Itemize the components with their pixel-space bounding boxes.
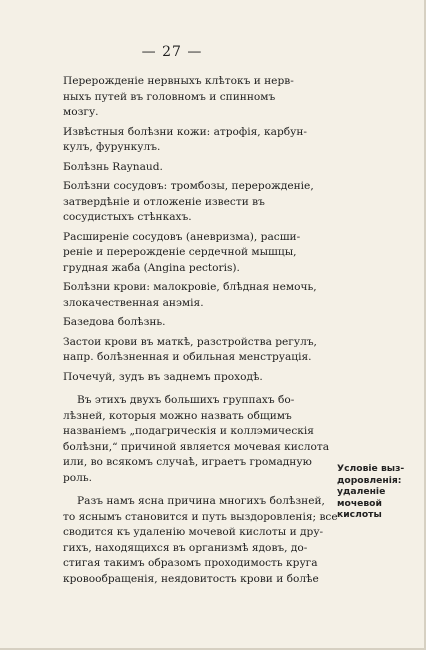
text-line: болѣзни,“ причиной является мочевая кислота	[63, 440, 330, 453]
page-number: — 27 —	[141, 44, 203, 60]
margin-note-line: кислоты	[337, 509, 382, 520]
margin-note-line: удаленіе	[337, 486, 386, 497]
text-line: Разъ намъ ясна причина многихъ болѣзней,	[77, 495, 325, 507]
list-item	[63, 335, 333, 366]
text-line: гихъ, находящихся въ организмѣ ядовъ, до-	[63, 541, 308, 554]
text-line: лѣзней, которыя можно назвать общимъ	[63, 409, 292, 422]
list-item	[63, 160, 333, 176]
text-line: злокачественная анэмія.	[63, 296, 204, 309]
text-line: Почечуй, зудъ въ заднемъ проходѣ.	[63, 370, 263, 383]
paragraph	[63, 494, 338, 587]
list-item	[63, 74, 333, 121]
text-line: Болѣзни крови: малокровіе, блѣдная немочь,	[63, 281, 317, 293]
text-line: стигая такимъ образомъ проходимость круга	[63, 557, 318, 569]
text-line: Перерожденіе нервныхъ клѣтокъ и нерв-	[63, 75, 294, 87]
margin-note	[337, 463, 417, 521]
list-item	[63, 125, 333, 156]
text-line: Застои крови въ маткѣ, разстройства регулъ,	[63, 335, 317, 348]
margin-note-line: доровленія:	[337, 474, 402, 486]
text-line: напр. болѣзненная и обильная менструація.	[63, 351, 312, 363]
page-body	[63, 74, 338, 587]
text-line: Болѣзни сосудовъ: тромбозы, перерожденіе,	[63, 180, 314, 192]
text-line: кулъ, фурункулъ.	[63, 141, 161, 153]
text-line: Базедова болѣзнь.	[63, 316, 166, 328]
margin-note-line: Условіе выз-	[337, 463, 405, 474]
text-line: названіемъ „подагрическія и коллэмическія	[63, 425, 314, 437]
list-item	[63, 179, 333, 226]
text-line: реніе и перерожденіе сердечной мышцы,	[63, 246, 297, 258]
text-line: кровообращенія, неядовитость крови и болѣе	[63, 572, 319, 585]
text-line: Болѣзнь Raynaud.	[63, 160, 163, 173]
text-line: Расширеніе сосудовъ (аневризма), расши-	[63, 230, 301, 243]
text-line: Извѣстныя болѣзни кожи: атрофія, карбун-	[63, 125, 307, 138]
text-line: сводится къ удаленію мочевой кислоты и дру-	[63, 526, 324, 538]
list-item	[63, 370, 333, 386]
margin-note-line: мочевой	[337, 497, 382, 509]
text-line: то яснымъ становится и путь выздоровленія; все	[63, 510, 338, 523]
text-line: мозгу.	[63, 106, 99, 118]
list-item	[63, 230, 333, 277]
text-line: ныхъ путей въ головномъ и спинномъ	[63, 90, 276, 103]
text-line: роль.	[63, 471, 93, 484]
text-line: или, во всякомъ случаѣ, играетъ громадную	[63, 456, 312, 468]
text-line: грудная жаба (Angina pectoris).	[63, 261, 240, 274]
text-line: затвердѣніе и отложеніе извести въ	[63, 195, 265, 208]
text-line: сосудистыхъ стѣнкахъ.	[63, 211, 192, 223]
list-item	[63, 280, 333, 311]
list-item	[63, 315, 333, 331]
paragraph	[63, 393, 333, 486]
text-line: Въ этихъ двухъ большихъ группахъ бо-	[77, 394, 295, 406]
